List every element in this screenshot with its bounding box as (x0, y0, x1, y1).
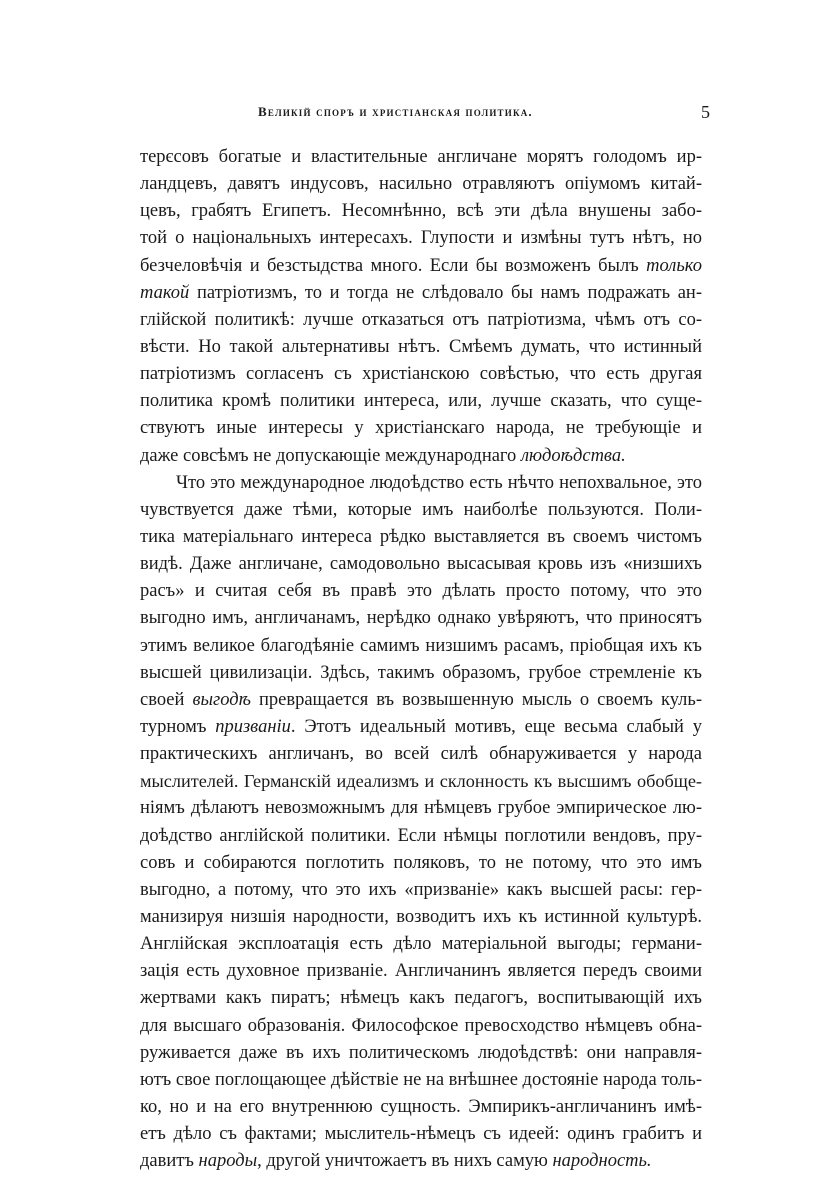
italic-emphasis: выгодѣ (192, 689, 251, 710)
text-line: чувствуется даже тѣми, которые имъ наиболѣе пользуются. Поли- (140, 499, 702, 520)
text-line: Что это международное людоѣдство есть нѣчто непохвальное, это (176, 472, 702, 493)
text-line: тика матеріальнаго интереса рѣдко выставляется въ своемъ чистомъ (140, 526, 702, 547)
text-line: высшей цивилизаціи. Здѣсь, такимъ образомъ, грубое стремленіе къ (140, 662, 702, 683)
text-line: безчеловѣчія и безстыдства много. Если бы возможенъ былъ только (140, 255, 702, 276)
running-title: Великій споръ и христіанская политика. (258, 104, 533, 119)
text-line: мыслителей. Германскій идеализмъ и склонность къ высшимъ обобще- (140, 771, 702, 792)
text-line: руживается даже въ ихъ политическомъ людоѣдствѣ: они направля- (140, 1042, 702, 1063)
paragraph-1 (140, 144, 702, 470)
text-line: патріотизмъ согласенъ съ христіанскою совѣстью, что есть другая (140, 364, 702, 385)
text-line: зація есть духовное призваніе. Англичанинъ является передъ своими (140, 961, 702, 982)
text-line: своей выгодѣ превращается въ возвышенную мысль о своемъ куль- (140, 689, 702, 710)
text-line: политика кромѣ политики интереса, или, лучше сказать, что суще- (140, 391, 702, 412)
italic-emphasis: такой (140, 282, 190, 303)
text-line: практическихъ англичанъ, во всей силѣ обнаруживается у народа (140, 744, 702, 765)
text-line: глійской политикѣ: лучше отказаться отъ патріотизма, чѣмъ отъ со- (140, 309, 702, 330)
text-line: етъ дѣло съ фактами; мыслитель-нѣмецъ съ идеей: одинъ грабитъ и (140, 1124, 702, 1145)
text-line: выгодно имъ, англичанамъ, нерѣдко однако увѣряютъ, что приносятъ (140, 608, 702, 629)
body-text (140, 144, 702, 1175)
text-line: давитъ народы, другой уничтожаетъ въ нихъ самую народность. (140, 1151, 652, 1172)
paragraph-2 (140, 470, 702, 1176)
text-line: такой патріотизмъ, то и тогда не слѣдовало бы намъ подражать ан- (140, 282, 702, 303)
italic-emphasis: народность. (552, 1151, 652, 1172)
text-line: даже совсѣмъ не допускающіе международнаго людоѣдства. (140, 445, 626, 466)
text-line: совъ и собираются поглотить поляковъ, то не потому, что это имъ (140, 852, 702, 873)
page-number: 5 (701, 102, 710, 122)
text-line: расъ» и считая себя въ правѣ это дѣлать просто потому, что это (140, 581, 702, 602)
text-line: видѣ. Даже англичане, самодовольно высасывая кровь изъ «низшихъ (140, 554, 702, 575)
text-line: Англійская эксплоатація есть дѣло матеріальной выгоды; германи- (140, 934, 702, 955)
text-line: ландцевъ, давятъ индусовъ, насильно отравляютъ опіумомъ китай- (140, 174, 702, 195)
italic-emphasis: призваніи (215, 716, 291, 737)
italic-emphasis: людоѣдства. (520, 445, 626, 466)
text-line: терєсовъ богатые и властительные англичане морятъ голодомъ ир- (140, 147, 702, 167)
text-line: доѣдство англійской политики. Если нѣмцы поглотили вендовъ, пру- (140, 825, 702, 846)
italic-emphasis: только (646, 255, 702, 276)
text-line: ютъ свое поглощающее дѣйствіе не на внѣшнее достояніе народа толь- (140, 1069, 702, 1090)
running-header (140, 104, 710, 126)
text-line: выгодно, а потому, что это ихъ «призваніе» какъ высшей расы: гер- (140, 879, 702, 900)
text-line: ніямъ дѣлаютъ невозможнымъ для нѣмцевъ грубое эмпирическое лю- (140, 798, 702, 819)
text-line: цевъ, грабятъ Египетъ. Несомнѣнно, всѣ эти дѣла внушены забо- (140, 201, 702, 222)
text-line: манизируя низшія народности, возводитъ ихъ къ истинной культурѣ. (140, 906, 702, 927)
text-line: вѣсти. Но такой альтернативы нѣтъ. Смѣемъ думать, что истинный (140, 336, 702, 357)
text-line: жертвами какъ пиратъ; нѣмецъ какъ педагогъ, воспитывающій ихъ (140, 988, 702, 1009)
text-line: для высшаго образованія. Философское превосходство нѣмцевъ обна- (140, 1015, 702, 1036)
text-line: ко, но и на его внутреннюю сущность. Эмпирикъ-англичанинъ имѣ- (140, 1096, 702, 1117)
text-line: той о національныхъ интересахъ. Глупости и измѣны тутъ нѣтъ, но (140, 228, 702, 249)
text-line: этимъ великое благодѣяніе самимъ низшимъ расамъ, пріобщая ихъ къ (140, 635, 702, 656)
text-line: ствуютъ иные интересы у христіанскаго народа, не требующіе и (140, 418, 702, 439)
text-line: турномъ призваніи. Этотъ идеальный мотивъ, еще весьма слабый у (140, 716, 702, 737)
italic-emphasis: народы (198, 1151, 258, 1172)
